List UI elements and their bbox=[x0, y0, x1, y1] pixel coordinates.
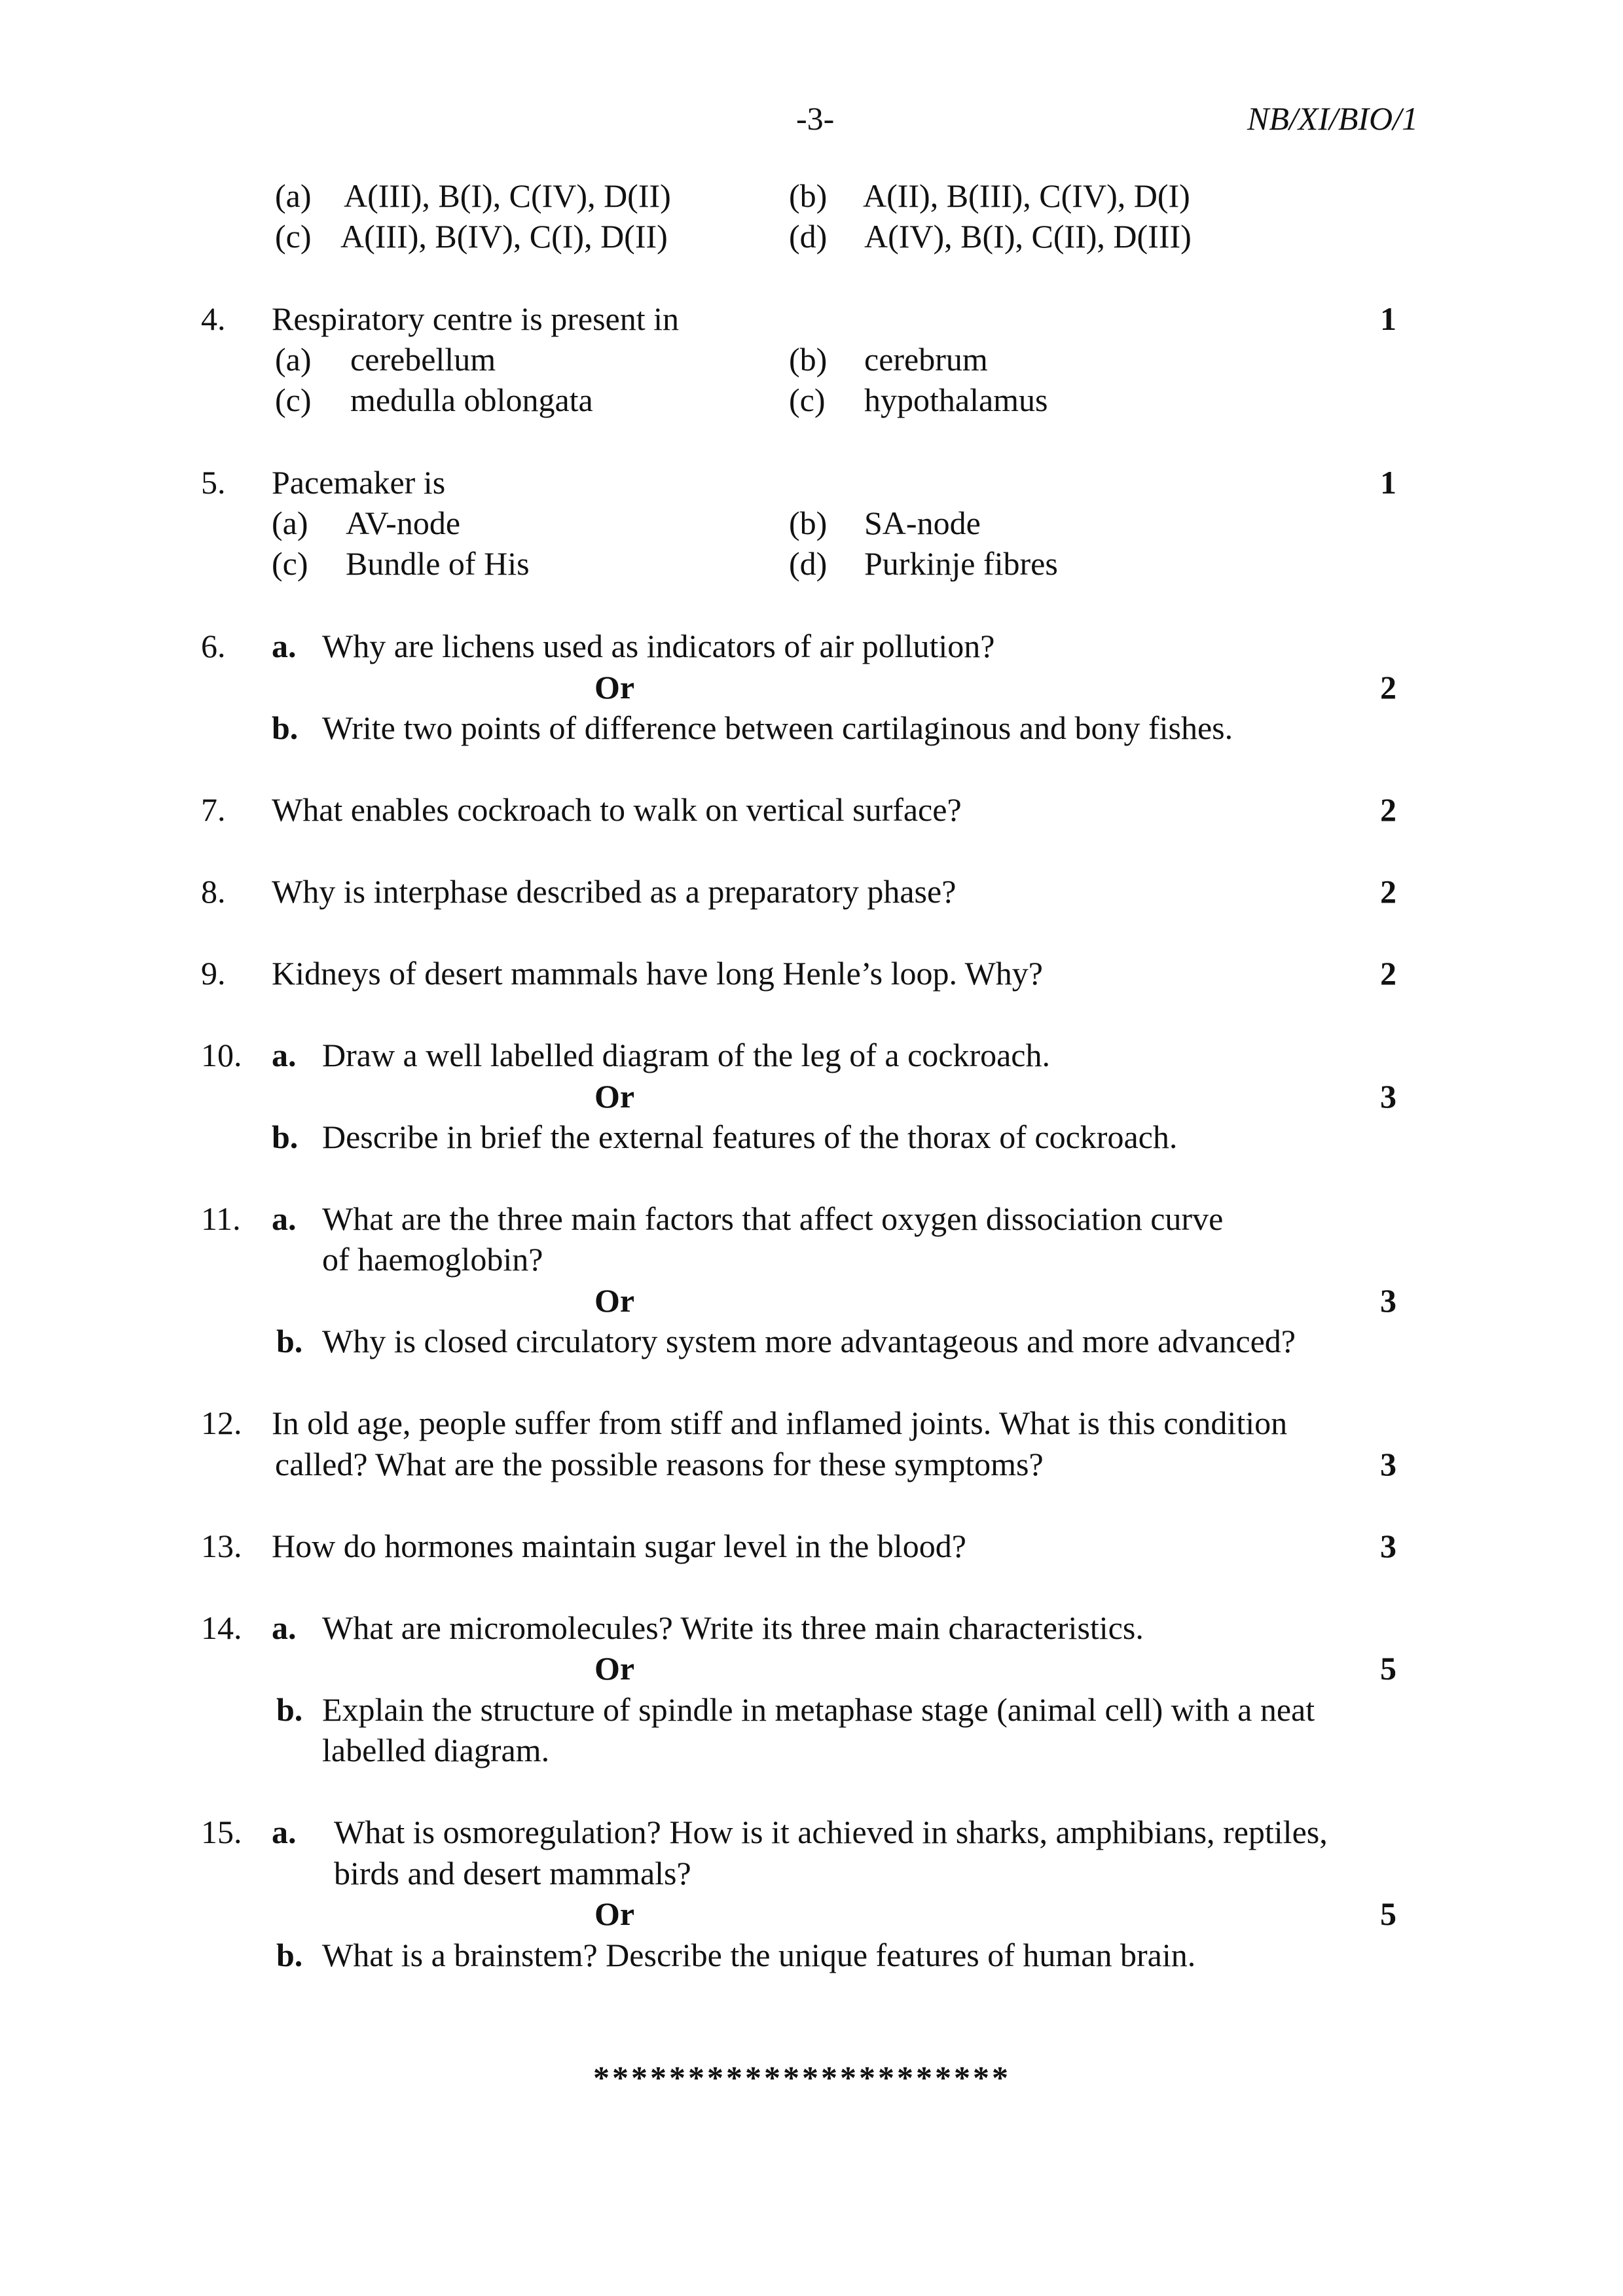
option-label: (c) bbox=[272, 545, 308, 582]
question-text: Draw a well labelled diagram of the leg of a cockroach. bbox=[322, 1037, 1050, 1073]
part-label: a. bbox=[272, 1037, 297, 1073]
or-divider: Or bbox=[594, 1282, 635, 1319]
question-marks: 3 bbox=[1380, 1282, 1396, 1319]
option-label: (b) bbox=[789, 505, 828, 541]
question-number: 4. bbox=[201, 300, 226, 337]
or-divider: Or bbox=[594, 669, 635, 706]
part-label: b. bbox=[272, 1119, 299, 1155]
question-number: 14. bbox=[201, 1609, 242, 1646]
option-label: (c) bbox=[275, 382, 312, 418]
or-divider: Or bbox=[594, 1650, 635, 1687]
question-marks: 1 bbox=[1380, 300, 1396, 337]
question-number: 8. bbox=[201, 873, 226, 910]
part-label: a. bbox=[272, 628, 297, 664]
question-marks: 2 bbox=[1380, 669, 1396, 706]
option-text: A(III), B(IV), C(I), D(II) bbox=[340, 218, 668, 255]
question-number: 5. bbox=[201, 464, 226, 501]
question-text: Pacemaker is bbox=[272, 464, 446, 501]
option-text: SA-node bbox=[864, 505, 981, 541]
question-text: Why are lichens used as indicators of air pollution? bbox=[322, 628, 995, 664]
question-number: 13. bbox=[201, 1528, 242, 1564]
option-label: (a) bbox=[275, 177, 312, 214]
question-text: Why is interphase described as a preparatory phase? bbox=[272, 873, 957, 910]
question-text: Kidneys of desert mammals have long Henle’s loop. Why? bbox=[272, 955, 1043, 992]
question-text: Why is closed circulatory system more advantageous and more advanced? bbox=[322, 1323, 1296, 1359]
option-text: Bundle of His bbox=[346, 545, 530, 582]
option-label: (c) bbox=[789, 382, 826, 418]
option-label: (b) bbox=[789, 177, 828, 214]
question-text: Explain the structure of spindle in metaphase stage (animal cell) with a neat bbox=[322, 1691, 1315, 1728]
question-marks: 2 bbox=[1380, 955, 1396, 992]
part-label: b. bbox=[276, 1937, 303, 1973]
part-label: a. bbox=[272, 1200, 297, 1237]
question-text: What enables cockroach to walk on vertical surface? bbox=[272, 791, 962, 828]
option-label: (c) bbox=[275, 218, 312, 255]
question-marks: 3 bbox=[1380, 1078, 1396, 1115]
question-text: Describe in brief the external features of the thorax of cockroach. bbox=[322, 1119, 1178, 1155]
question-number: 11. bbox=[201, 1200, 241, 1237]
question-marks: 5 bbox=[1380, 1895, 1396, 1932]
question-number: 6. bbox=[201, 628, 226, 664]
option-text: hypothalamus bbox=[864, 382, 1048, 418]
question-text: What are micromolecules? Write its three main characteristics. bbox=[322, 1609, 1144, 1646]
question-text: What are the three main factors that affect oxygen dissociation curve bbox=[322, 1200, 1224, 1237]
question-number: 15. bbox=[201, 1814, 242, 1850]
question-marks: 3 bbox=[1380, 1528, 1396, 1564]
question-text: labelled diagram. bbox=[322, 1732, 550, 1768]
question-text: How do hormones maintain sugar level in the blood? bbox=[272, 1528, 966, 1564]
question-number: 12. bbox=[201, 1405, 242, 1441]
option-label: (b) bbox=[789, 341, 828, 378]
question-text: birds and desert mammals? bbox=[334, 1855, 691, 1892]
question-number: 7. bbox=[201, 791, 226, 828]
paper-code: NB/XI/BIO/1 bbox=[1247, 100, 1419, 137]
question-marks: 3 bbox=[1380, 1446, 1396, 1482]
part-label: b. bbox=[276, 1691, 303, 1728]
option-label: (d) bbox=[789, 218, 828, 255]
question-text: In old age, people suffer from stiff and inflamed joints. What is this condition bbox=[272, 1405, 1288, 1441]
end-of-paper-stars: ********************** bbox=[593, 2059, 1011, 2096]
option-text: A(III), B(I), C(IV), D(II) bbox=[344, 177, 671, 214]
question-number: 10. bbox=[201, 1037, 242, 1073]
question-marks: 1 bbox=[1380, 464, 1396, 501]
page-number: -3- bbox=[796, 100, 835, 137]
option-text: AV-node bbox=[346, 505, 461, 541]
option-text: Purkinje fibres bbox=[864, 545, 1058, 582]
part-label: b. bbox=[272, 709, 299, 746]
option-text: A(IV), B(I), C(II), D(III) bbox=[864, 218, 1192, 255]
option-text: cerebellum bbox=[350, 341, 496, 378]
option-label: (a) bbox=[275, 341, 312, 378]
part-label: a. bbox=[272, 1609, 297, 1646]
question-text: What is a brainstem? Describe the unique features of human brain. bbox=[322, 1937, 1196, 1973]
option-text: A(II), B(III), C(IV), D(I) bbox=[863, 177, 1190, 214]
option-text: cerebrum bbox=[864, 341, 988, 378]
part-label: b. bbox=[276, 1323, 303, 1359]
question-text: of haemoglobin? bbox=[322, 1241, 543, 1278]
question-text: called? What are the possible reasons for these symptoms? bbox=[275, 1446, 1044, 1482]
question-marks: 2 bbox=[1380, 791, 1396, 828]
question-marks: 2 bbox=[1380, 873, 1396, 910]
question-text: Write two points of difference between cartilaginous and bony fishes. bbox=[322, 709, 1233, 746]
question-marks: 5 bbox=[1380, 1650, 1396, 1687]
option-label: (a) bbox=[272, 505, 308, 541]
question-number: 9. bbox=[201, 955, 226, 992]
question-text: What is osmoregulation? How is it achieved in sharks, amphibians, reptiles, bbox=[334, 1814, 1328, 1850]
option-text: medulla oblongata bbox=[350, 382, 593, 418]
part-label: a. bbox=[272, 1814, 297, 1850]
option-label: (d) bbox=[789, 545, 828, 582]
or-divider: Or bbox=[594, 1895, 635, 1932]
question-text: Respiratory centre is present in bbox=[272, 300, 680, 337]
or-divider: Or bbox=[594, 1078, 635, 1115]
